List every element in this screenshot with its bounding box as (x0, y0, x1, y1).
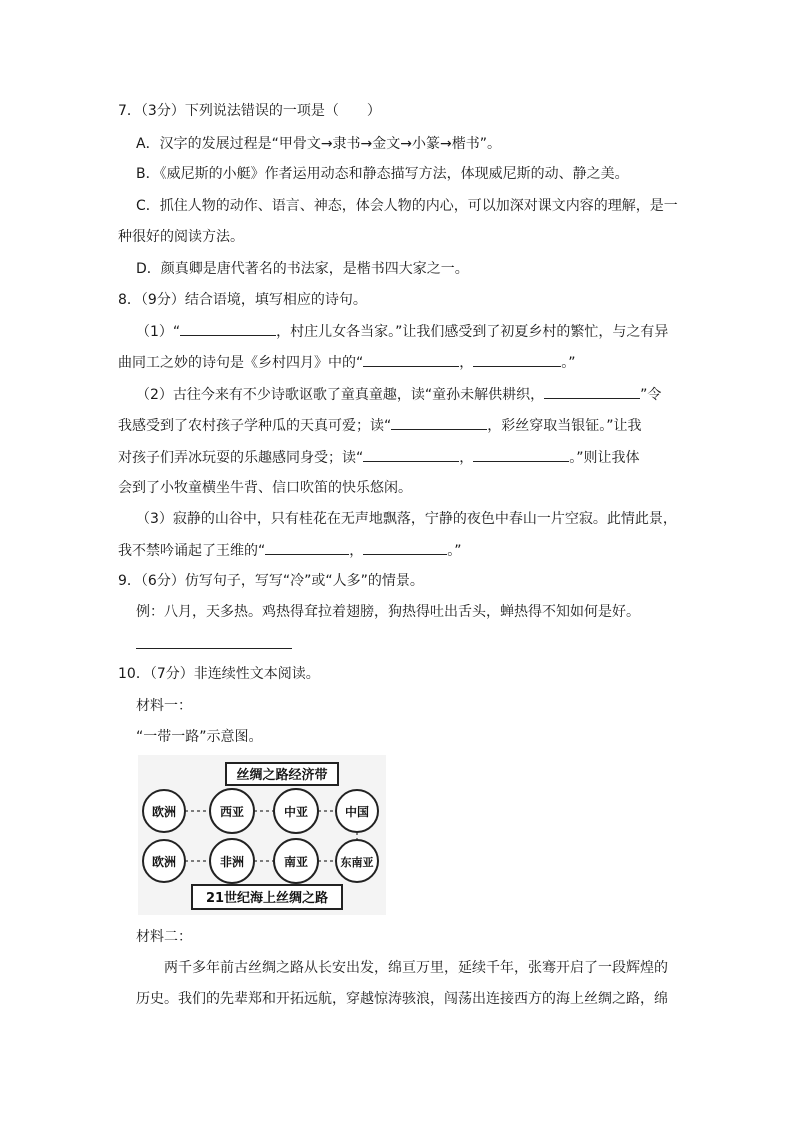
node-label: 中亚 (283, 805, 309, 819)
top-title-text: 丝绸之路经济带 (236, 768, 328, 783)
q8-text: 。” (447, 543, 462, 559)
q7-option-c-line2: 种很好的阅读方法。 (118, 229, 244, 245)
node-label: 西亚 (219, 805, 245, 819)
answer-blank[interactable] (265, 540, 349, 555)
q8-title: 8．（9分）结合语境，填写相应的诗句。 (118, 292, 367, 308)
node-label: 欧洲 (151, 855, 177, 869)
q9-example: 例：八月，天多热。鸡热得耷拉着翅膀，狗热得吐出舌头，蝉热得不知如何是好。 (136, 604, 640, 620)
q8-part1-line2 (118, 352, 576, 373)
diagram-svg (138, 755, 386, 915)
q8-text: ， (459, 355, 474, 371)
q8-text: 曲同工之妙的诗句是《乡村四月》中的“ (118, 355, 364, 371)
q7-option-b: B．《威尼斯的小艇》作者运用动态和静态描写方法，体现威尼斯的动、静之美。 (136, 166, 629, 182)
node-label: 中国 (344, 805, 370, 819)
q8-text: 。” (561, 355, 576, 371)
q9-title: 9．（6分）仿写句子，写写“冷”或“人多”的情景。 (118, 573, 424, 589)
material-2-label: 材料二： (136, 929, 192, 945)
q8-part2-line3 (118, 447, 640, 468)
q7-option-a: A．汉字的发展过程是“甲骨文→隶书→金文→小篆→楷书”。 (136, 136, 502, 152)
q7-title: 7．（3分）下列说法错误的一项是（ ） (118, 103, 381, 119)
answer-blank[interactable] (544, 384, 640, 399)
material-2-line2: 历史。我们的先辈郑和开拓远航，穿越惊涛骇浪，闯荡出连接西方的海上丝绸之路，绵 (136, 991, 668, 1007)
q7-option-c-line1: C．抓住人物的动作、语言、神态，体会人物的内心，可以加深对课文内容的理解，是一 (136, 198, 678, 214)
node-label: 非洲 (219, 855, 245, 869)
q8-text: ，彩丝穿取当银钲。”让我 (487, 418, 642, 434)
q8-part2-line1 (136, 384, 661, 405)
q8-part3-line2 (118, 540, 462, 561)
q8-text: （2）古往今来有不少诗歌讴歌了童真童趣，读“童孙未解供耕织， (136, 387, 545, 403)
node-label: 南亚 (283, 855, 309, 869)
q8-text: 对孩子们弄冰玩耍的乐趣感同身受；读“ (118, 450, 364, 466)
q8-text: （1）“ (136, 324, 181, 340)
bottom-title-text: 21世纪海上丝绸之路 (205, 891, 329, 906)
answer-blank[interactable] (473, 352, 561, 367)
node-label: 欧洲 (151, 805, 177, 819)
q8-part2-line4: 会到了小牧童横坐牛背、信口吹笛的快乐悠闲。 (118, 480, 412, 496)
q8-text: ”令 (640, 387, 662, 403)
q8-text: ， (349, 543, 364, 559)
node-label: 东南亚 (340, 856, 374, 869)
answer-blank[interactable] (391, 415, 487, 430)
material-1-label: 材料一： (136, 698, 192, 714)
material-1-caption: “一带一路”示意图。 (136, 729, 263, 745)
answer-blank[interactable] (180, 321, 276, 336)
q8-text: 我不禁吟诵起了王维的“ (118, 543, 266, 559)
answer-line[interactable] (136, 648, 292, 649)
answer-blank[interactable] (363, 540, 447, 555)
answer-blank[interactable] (473, 447, 569, 462)
q8-part3-line1: （3）寂静的山谷中，只有桂花在无声地飘落，宁静的夜色中春山一片空寂。此情此景， (136, 511, 677, 527)
answer-blank[interactable] (363, 447, 459, 462)
belt-road-diagram (138, 755, 386, 915)
q8-text: ， (459, 450, 474, 466)
q10-title: 10．（7分）非连续性文本阅读。 (118, 666, 320, 682)
q8-text: 。”则让我体 (569, 450, 640, 466)
q8-part1-line1 (136, 321, 668, 342)
q8-text: 我感受到了农村孩子学种瓜的天真可爱；读“ (118, 418, 392, 434)
q8-part2-line2 (118, 415, 642, 436)
q7-option-d: D．颜真卿是唐代著名的书法家，是楷书四大家之一。 (136, 261, 469, 277)
material-2-line1: 两千多年前古丝绸之路从长安出发，绵亘万里，延续千年，张骞开启了一段辉煌的 (164, 960, 668, 976)
q8-text: ，村庄儿女各当家。”让我们感受到了初夏乡村的繁忙，与之有异 (276, 324, 669, 340)
answer-blank[interactable] (363, 352, 459, 367)
